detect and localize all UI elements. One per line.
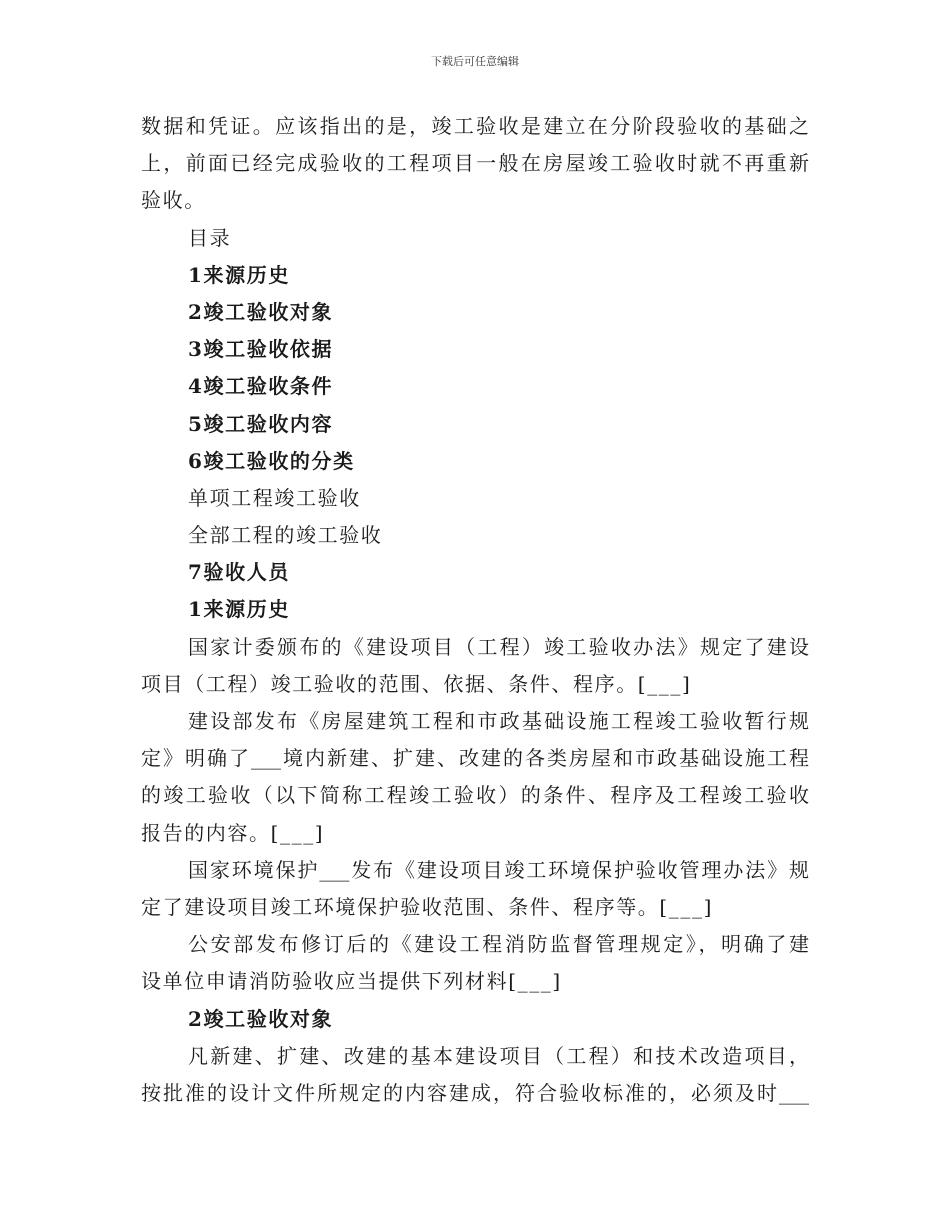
section-heading: 1来源历史 (188, 262, 290, 287)
text-line: 项目（工程）竣工验收的范围、依据、条件、程序。[___] (141, 671, 692, 696)
text-line: 公安部发布修订后的《建设工程消防监督管理规定》，明确了建 (188, 932, 809, 957)
section-heading: 5竣工验收内容 (188, 411, 334, 436)
text-line: 定》明确了___境内新建、扩建、改建的各类房屋和市政基础设施工程 (141, 746, 809, 771)
text-line: 全部工程的竣工验收 (188, 523, 383, 548)
page-header: 下载后可任意编辑 (431, 55, 519, 68)
section-heading: 3竣工验收依据 (188, 337, 334, 362)
text-line: 按批准的设计文件所规定的内容建成，符合验收标准的，必须及时___ (141, 1080, 809, 1105)
document-body (141, 108, 809, 1112)
section-heading: 4竣工验收条件 (188, 374, 334, 399)
text-line: 目录 (188, 225, 232, 250)
section-heading: 2竣工验收对象 (188, 1006, 334, 1031)
text-line: 的竣工验收（以下简称工程竣工验收）的条件、程序及工程竣工验收 (141, 783, 809, 808)
section-heading: 7验收人员 (188, 560, 290, 585)
section-heading: 6竣工验收的分类 (188, 448, 355, 473)
text-line: 国家环境保护___发布《建设项目竣工环境保护验收管理办法》规 (188, 857, 809, 882)
text-line: 单项工程竣工验收 (188, 485, 361, 510)
text-line: 建设部发布《房屋建筑工程和市政基础设施工程竣工验收暂行规 (188, 709, 809, 733)
text-line: 数据和凭证。应该指出的是，竣工验收是建立在分阶段验收的基础之 (141, 114, 809, 138)
text-line: 验收。 (141, 188, 206, 213)
text-line: 设单位申请消防验收应当提供下列材料[___] (141, 969, 562, 994)
text-line: 凡新建、扩建、改建的基本建设项目（工程）和技术改造项目， (188, 1043, 809, 1068)
text-line: 定了建设项目竣工环境保护验收范围、条件、程序等。[___] (141, 894, 714, 919)
text-line: 报告的内容。[___] (141, 820, 325, 845)
text-line: 国家计委颁布的《建设项目（工程）竣工验收办法》规定了建设 (188, 634, 809, 659)
section-heading: 2竣工验收对象 (188, 299, 334, 324)
text-line: 上，前面已经完成验收的工程项目一般在房屋竣工验收时就不再重新 (141, 151, 809, 176)
section-heading: 1来源历史 (188, 597, 290, 622)
